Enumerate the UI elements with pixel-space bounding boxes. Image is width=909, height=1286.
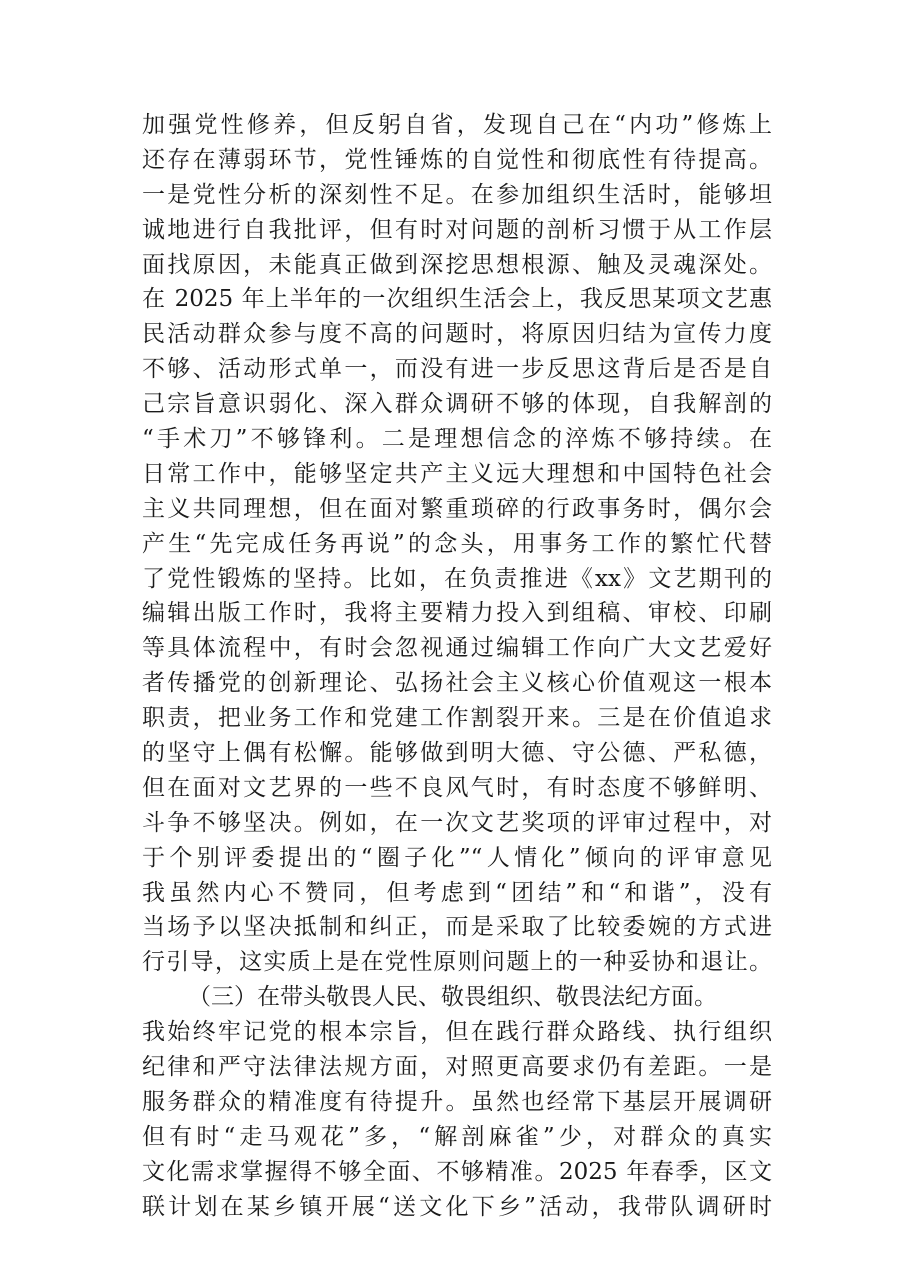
text-line: 文化需求掌握得不够全面、不够精准。2025 年春季，区文 (142, 1158, 772, 1185)
text-line: 在 2025 年上半年的一次组织生活会上，我反思某项文艺惠 (142, 286, 772, 313)
text-line: 面找原因，未能真正做到深挖思想根源、触及灵魂深处。 (142, 251, 772, 278)
text-line: 斗争不够坚决。例如，在一次文艺奖项的评审过程中，对 (142, 809, 772, 836)
text-line: 但有时“走马观花”多，“解剖麻雀”少，对群众的真实 (142, 1123, 772, 1150)
text-line: 行引导，这实质上是在党性原则问题上的一种妥协和退让。 (142, 949, 772, 976)
text-line: 不够、活动形式单一，而没有进一步反思这背后是否是自 (142, 356, 772, 383)
section-heading: （三）在带头敬畏人民、敬畏组织、敬畏法纪方面。 (188, 984, 717, 1011)
text-line: 一是党性分析的深刻性不足。在参加组织生活时，能够坦 (142, 181, 772, 208)
text-line: 还存在薄弱环节，党性锤炼的自觉性和彻底性有待提高。 (142, 146, 772, 173)
text-line: 诚地进行自我批评，但有时对问题的剖析习惯于从工作层 (142, 216, 772, 243)
text-line: 日常工作中，能够坚定共产主义远大理想和中国特色社会 (142, 460, 772, 487)
text-line: 的坚守上偶有松懈。能够做到明大德、守公德、严私德， (142, 740, 772, 767)
text-line: 主义共同理想，但在面对繁重琐碎的行政事务时，偶尔会 (142, 495, 772, 522)
text-line: 服务群众的精准度有待提升。虽然也经常下基层开展调研 (142, 1088, 772, 1115)
text-line: 加强党性修养，但反躬自省，发现自己在“内功”修炼上 (142, 112, 772, 138)
text-line: 于个别评委提出的“圈子化”“人情化”倾向的评审意见 (142, 844, 772, 871)
text-line: 我始终牢记党的根本宗旨，但在践行群众路线、执行组织 (142, 1019, 772, 1046)
text-line: 者传播党的创新理论、弘扬社会主义核心价值观这一根本 (142, 670, 772, 697)
text-line: 当场予以坚决抵制和纠正，而是采取了比较委婉的方式进 (142, 914, 772, 941)
text-line: 等具体流程中，有时会忽视通过编辑工作向广大文艺爱好 (142, 635, 772, 662)
text-line: 了党性锻炼的坚持。比如，在负责推进《xx》文艺期刊的 (142, 565, 772, 592)
text-line: 职责，把业务工作和党建工作割裂开来。三是在价值追求 (142, 705, 772, 732)
text-line: 联计划在某乡镇开展“送文化下乡”活动，我带队调研时 (142, 1193, 772, 1220)
text-line: “手术刀”不够锋利。二是理想信念的淬炼不够持续。在 (142, 426, 772, 453)
text-line: 产生“先完成任务再说”的念头，用事务工作的繁忙代替 (142, 530, 772, 557)
text-line: 己宗旨意识弱化、深入群众调研不够的体现，自我解剖的 (142, 391, 772, 418)
text-line: 编辑出版工作时，我将主要精力投入到组稿、审校、印刷 (142, 600, 772, 627)
text-line: 但在面对文艺界的一些不良风气时，有时态度不够鲜明、 (142, 774, 772, 801)
text-line: 我虽然内心不赞同，但考虑到“团结”和“和谐”，没有 (142, 879, 772, 906)
text-line: 民活动群众参与度不高的问题时，将原因归结为宣传力度 (142, 321, 772, 348)
body-text (142, 108, 772, 1225)
text-line: 纪律和严守法律法规方面，对照更高要求仍有差距。一是 (142, 1054, 772, 1081)
